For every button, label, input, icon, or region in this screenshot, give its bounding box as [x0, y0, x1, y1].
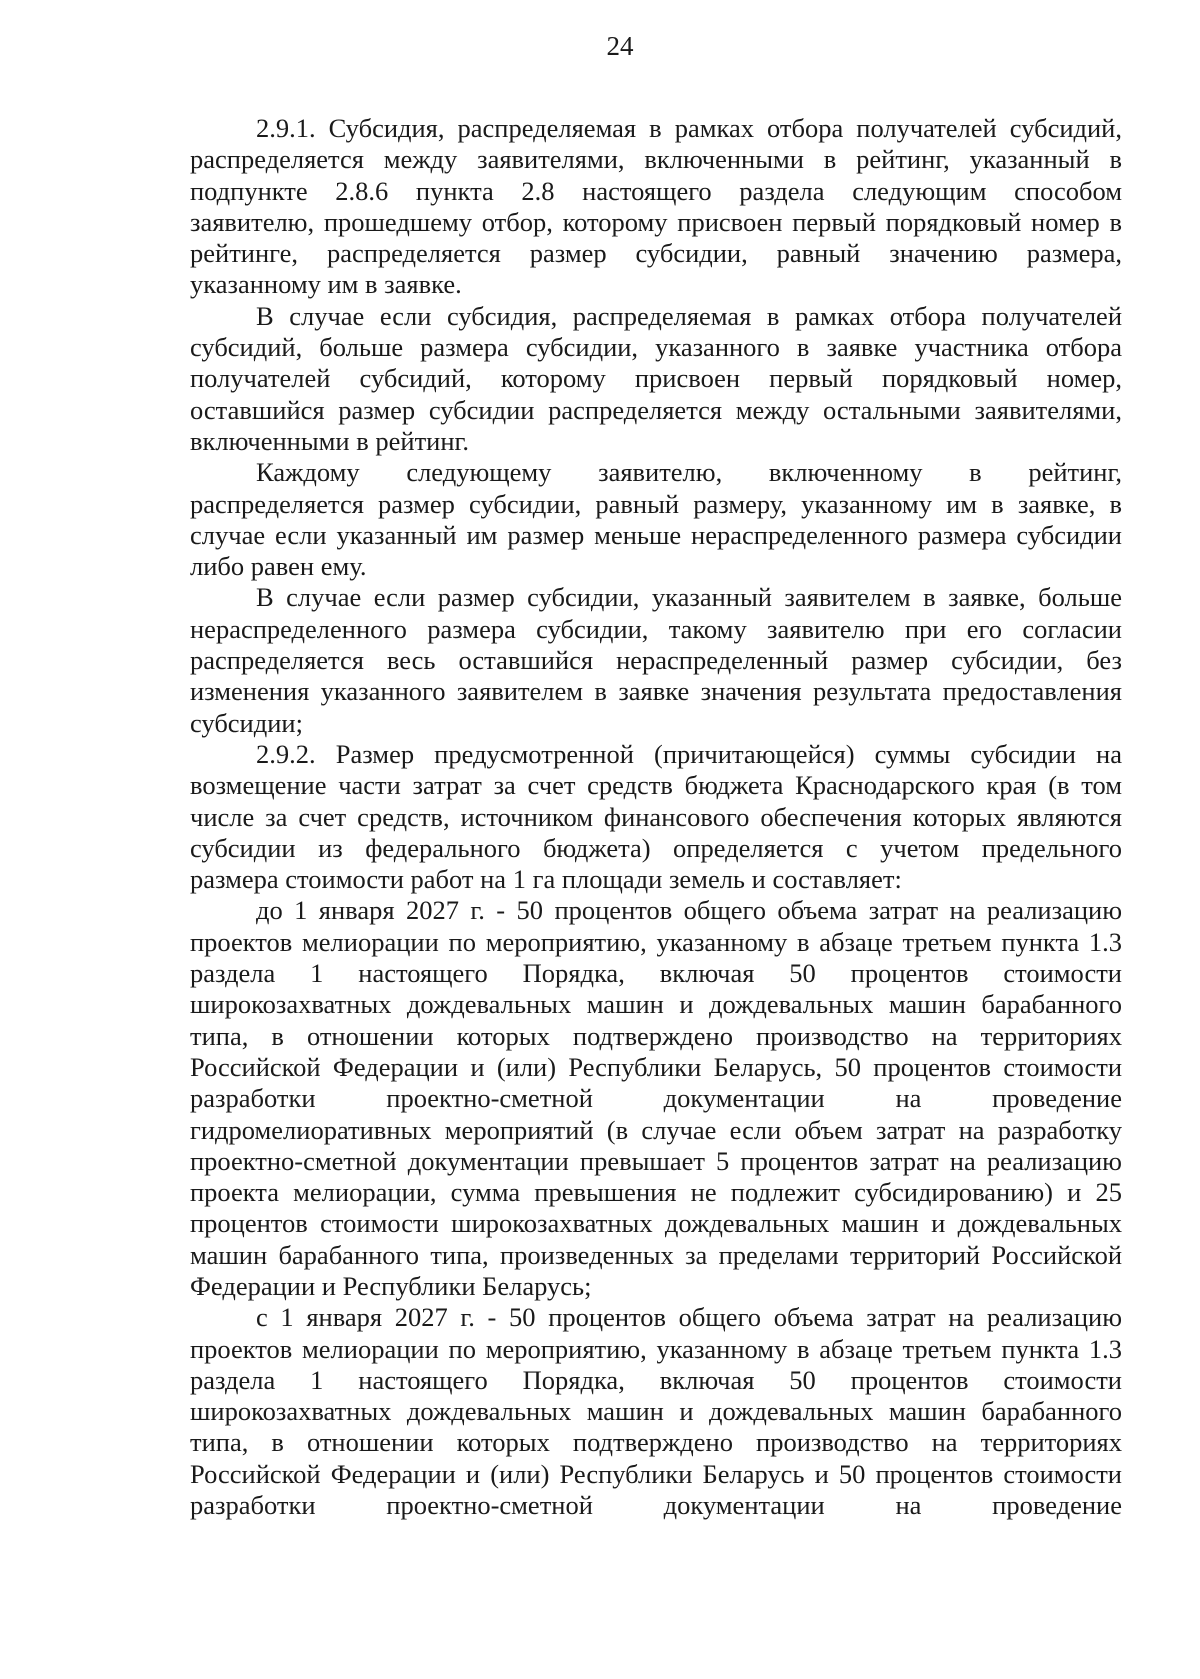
text-line: подпункте 2.8.6 пункта 2.8 настоящего раздела следующим способом — [190, 175, 1122, 206]
text-line: разработки проектно-сметной документации на проведение — [190, 1083, 1122, 1114]
text-line: В случае если субсидия, распределяемая в рамках отбора получателей — [256, 300, 1122, 331]
text-line: получателей субсидий, которому присвоен первый порядковый номер, — [190, 363, 1122, 394]
text-line: машин барабанного типа, произведенных за пределами территорий Российской — [190, 1239, 1122, 1270]
text-line: типа, в отношении которых подтверждено производство на территориях — [190, 1427, 1122, 1458]
text-line: распределяется весь оставшийся нераспределенный размер субсидии, без — [190, 645, 1122, 676]
text-line: проектов мелиорации по мероприятию, указанному в абзаце третьем пункта 1.3 — [190, 1333, 1122, 1364]
text-line: субсидий, больше размера субсидии, указанного в заявке участника отбора — [190, 332, 1122, 363]
text-line: гидромелиоративных мероприятий (в случае если объем затрат на разработку — [190, 1114, 1122, 1145]
text-line: случае если указанный им размер меньше нераспределенного размера субсидии — [190, 519, 1122, 550]
text-line: рейтинге, распределяется размер субсидии, равный значению размера, — [190, 238, 1122, 269]
paragraph — [190, 739, 1122, 895]
text-line: широкозахватных дождевальных машин и дождевальных машин барабанного — [190, 989, 1122, 1020]
text-line: субсидии из федерального бюджета) определяется с учетом предельного — [190, 832, 1122, 863]
paragraph — [190, 457, 1122, 582]
text-line: с 1 января 2027 г. - 50 процентов общего объема затрат на реализацию — [256, 1302, 1122, 1333]
text-line: типа, в отношении которых подтверждено производство на территориях — [190, 1020, 1122, 1051]
text-line: широкозахватных дождевальных машин и дождевальных машин барабанного — [190, 1396, 1122, 1427]
text-line: 2.9.1. Субсидия, распределяемая в рамках отбора получателей субсидий, — [256, 113, 1122, 143]
page-number: 24 — [606, 31, 634, 61]
text-line: разработки проектно-сметной документации на проведение — [190, 1490, 1122, 1521]
document-body — [190, 113, 1122, 1521]
text-line: проектов мелиорации по мероприятию, указанному в абзаце третьем пункта 1.3 — [190, 926, 1122, 957]
text-line: включенными в рейтинг. — [190, 425, 470, 456]
text-line: заявителю, прошедшему отбор, которому присвоен первый порядковый номер в — [190, 206, 1122, 237]
text-line: оставшийся размер субсидии распределяется между остальными заявителями, — [190, 394, 1122, 425]
text-line: Федерации и Республики Беларусь; — [190, 1270, 592, 1301]
text-line: числе за счет средств, источником финансового обеспечения которых являются — [190, 801, 1122, 832]
text-line: субсидии; — [190, 707, 303, 738]
text-line: Каждому следующему заявителю, включенному в рейтинг, — [256, 457, 1122, 488]
text-line: проектно-сметной документации превышает 5 процентов затрат на реализацию — [190, 1145, 1122, 1176]
paragraph — [190, 301, 1122, 457]
text-line: распределяется между заявителями, включенными в рейтинг, указанный в — [190, 144, 1122, 175]
text-line: раздела 1 настоящего Порядка, включая 50 процентов стоимости — [190, 1364, 1122, 1395]
text-line: Российской Федерации и (или) Республики Беларусь, 50 процентов стоимости — [190, 1051, 1122, 1082]
text-line: распределяется размер субсидии, равный размеру, указанному им в заявке, в — [190, 488, 1122, 519]
text-line: процентов стоимости широкозахватных дождевальных машин и дождевальных — [190, 1208, 1122, 1239]
text-line: нераспределенного размера субсидии, такому заявителю при его согласии — [190, 613, 1122, 644]
paragraph — [190, 113, 1122, 301]
text-line: 2.9.2. Размер предусмотренной (причитающейся) суммы субсидии на — [256, 738, 1122, 769]
paragraph — [190, 582, 1122, 738]
text-line: размера стоимости работ на 1 га площади земель и составляет: — [190, 864, 902, 895]
text-line: Российской Федерации и (или) Республики Беларусь и 50 процентов стоимости — [190, 1458, 1122, 1489]
text-line: изменения указанного заявителем в заявке значения результата предоставления — [190, 676, 1122, 707]
paragraph — [190, 1302, 1122, 1521]
text-line: либо равен ему. — [190, 551, 367, 582]
paragraph — [190, 895, 1122, 1302]
text-line: возмещение части затрат за счет средств бюджета Краснодарского края (в том — [190, 770, 1122, 801]
text-line: В случае если размер субсидии, указанный заявителем в заявке, больше — [256, 582, 1122, 613]
text-line: раздела 1 настоящего Порядка, включая 50 процентов стоимости — [190, 958, 1122, 989]
text-line: проекта мелиорации, сумма превышения не подлежит субсидированию) и 25 — [190, 1177, 1122, 1208]
text-line: до 1 января 2027 г. - 50 процентов общего объема затрат на реализацию — [256, 895, 1122, 926]
text-line: указанному им в заявке. — [190, 269, 462, 300]
